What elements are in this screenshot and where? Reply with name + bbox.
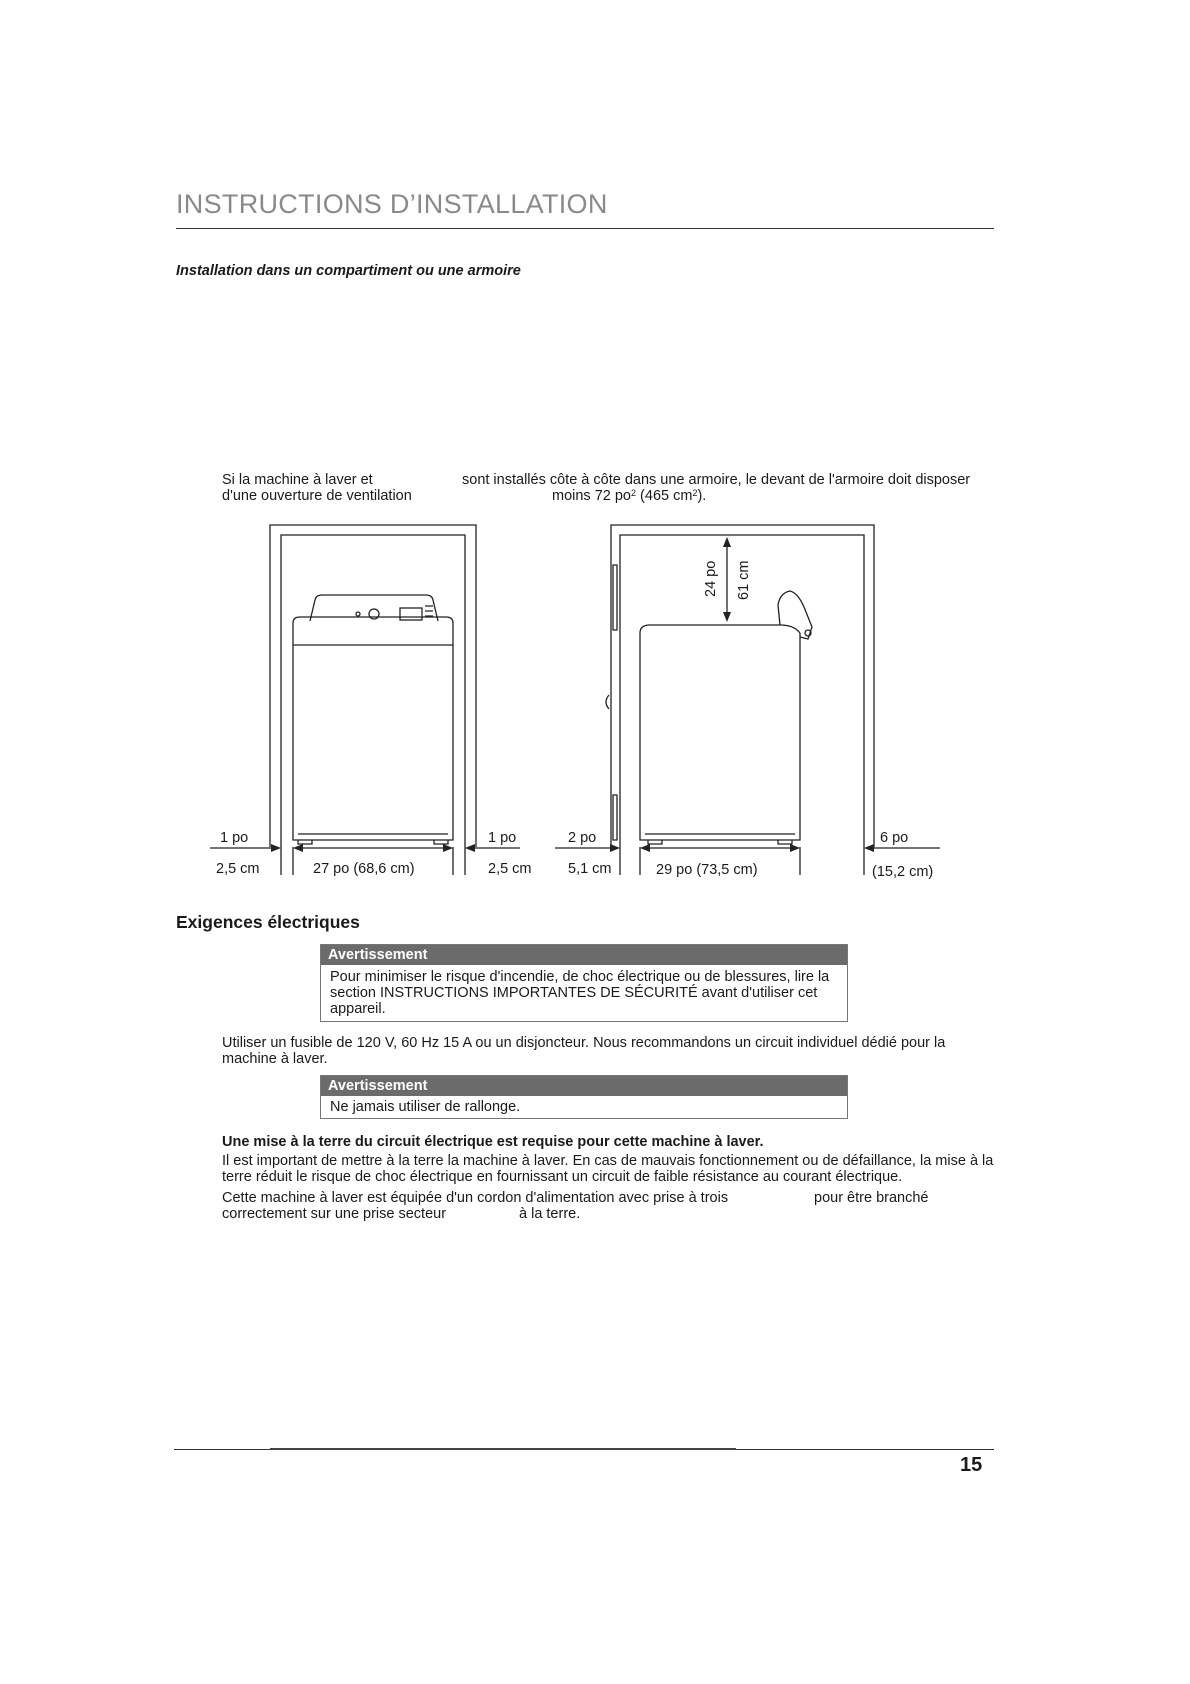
front-width-label: 27 po (68,6 cm) <box>313 861 415 877</box>
cord-line-2 <box>222 1206 998 1222</box>
page-title: INSTRUCTIONS D’INSTALLATION <box>176 189 608 219</box>
intro-paragraph <box>222 472 998 504</box>
front-cabinet <box>270 525 476 847</box>
intro-text-2d: ). <box>697 488 707 504</box>
warning-2-text: Ne jamais utiliser de rallonge. <box>330 1099 521 1115</box>
intro-text-2c: (465 cm <box>640 488 693 504</box>
warning-1-title: Avertissement <box>321 945 847 965</box>
intro-text-2a: d'une ouverture de ventilation <box>222 488 412 504</box>
front-left-gap-cm: 2,5 cm <box>216 861 260 877</box>
cord-text-1b: pour être branché <box>814 1190 929 1206</box>
intro-text-1a: Si la machine à laver et <box>222 472 373 488</box>
warning-box-1 <box>320 944 848 1022</box>
intro-text-2b-main: moins 72 po <box>552 488 631 504</box>
side-left-gap-in: 2 po <box>568 830 597 846</box>
intro-line-2 <box>222 488 998 504</box>
installation-diagram <box>200 515 960 895</box>
side-right-gap-in: 6 po <box>880 830 909 846</box>
side-right-gap-cm: (15,2 cm) <box>872 864 934 880</box>
cord-text-2a: correctement sur une prise secteur <box>222 1206 447 1222</box>
electrical-heading: Exigences électriques <box>176 912 360 932</box>
dimension-lines <box>210 541 940 875</box>
front-right-gap-in: 1 po <box>488 830 517 846</box>
intro-sup-1: 2 <box>631 488 637 498</box>
warning-box-2 <box>320 1075 848 1119</box>
side-left-gap-cm: 5,1 cm <box>568 861 612 877</box>
intro-text-2b <box>552 488 706 504</box>
dimension-arrowheads <box>271 537 874 852</box>
side-depth-label: 29 po (73,5 cm) <box>656 862 758 878</box>
cord-text-2b: à la terre. <box>519 1206 581 1222</box>
side-washer-illustration <box>640 591 812 844</box>
warning-1-text: Pour minimiser le risque d'incendie, de choc électrique ou de blessures, lire la section INSTRUCTIONS IMPORTANTES DE SÉCURITÉ avant d'utiliser cet appareil. <box>330 969 830 1017</box>
intro-sup-2: 2 <box>692 488 698 498</box>
side-top-gap-in: 24 po <box>703 560 719 597</box>
intro-line-1 <box>222 472 998 488</box>
front-right-gap-cm: 2,5 cm <box>488 861 532 877</box>
side-top-gap-cm: 61 cm <box>736 560 752 600</box>
cord-line-1 <box>222 1190 998 1206</box>
section-subtitle: Installation dans un compartiment ou une armoire <box>176 263 521 279</box>
page-number: 15 <box>960 1454 983 1476</box>
grounding-heading: Une mise à la terre du circuit électrique est requise pour cette machine à laver. <box>222 1134 764 1150</box>
intro-text-1b: sont installés côte à côte dans une armoire, le devant de l'armoire doit disposer <box>462 472 971 488</box>
grounding-paragraph: Il est important de mettre à la terre la machine à laver. En cas de mauvais fonctionnement ou de défaillance, la mise à la terre réduit le risque de choc électrique en fournissant un circuit de faible résistance au courant électrique. <box>222 1153 994 1185</box>
cord-text-1a: Cette machine à laver est équipée d'un cordon d'alimentation avec prise à trois <box>222 1190 729 1206</box>
title-divider <box>176 228 994 229</box>
fuse-paragraph: Utiliser un fusible de 120 V, 60 Hz 15 A ou un disjoncteur. Nous recommandons un circuit individuel dédié pour la machine à laver. <box>222 1035 946 1067</box>
cord-paragraph <box>222 1190 998 1222</box>
footer-divider-accent <box>270 1448 736 1450</box>
warning-2-title: Avertissement <box>321 1076 847 1096</box>
front-washer-illustration <box>293 595 453 844</box>
front-left-gap-in: 1 po <box>220 830 249 846</box>
